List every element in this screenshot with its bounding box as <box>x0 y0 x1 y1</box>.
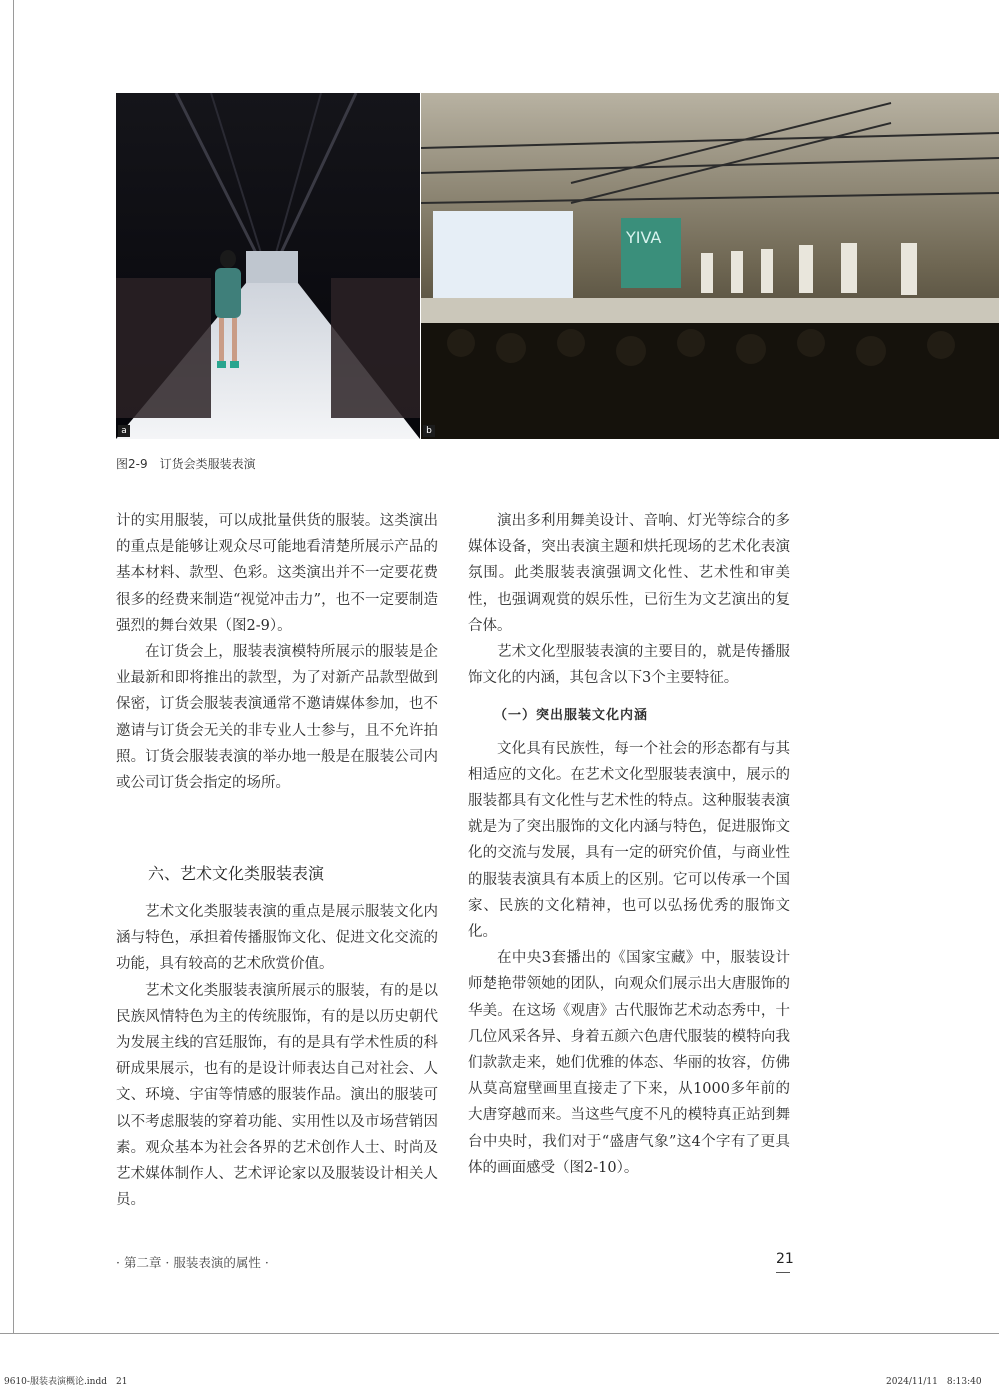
figure-caption: 图2-9 订货会类服装表演 <box>116 457 256 471</box>
running-footer: · 第二章 · 服装表演的属性 · <box>116 1255 269 1270</box>
paragraph: 计的实用服装，可以成批量供货的服装。这类演出的重点是能够让观众尽可能地看清楚所展示产品的基本材料、款型、色彩。这类演出并不一定要花费很多的经费来制造“视觉冲击力”，也不一定要制造强烈的舞台效果（图2-9）。 <box>116 513 438 634</box>
page-number: 21 <box>776 1251 794 1267</box>
paragraph: 艺术文化类服装表演的重点是展示服装文化内涵与特色，承担着传播服饰文化、促进文化交流的功能，具有较高的艺术欣赏价值。 <box>116 904 438 973</box>
trim-line-horizontal <box>0 1333 999 1334</box>
left-column-bottom <box>116 899 438 1213</box>
stage-photo-b <box>421 93 999 439</box>
paragraph: 演出多利用舞美设计、音响、灯光等综合的多媒体设备，突出表演主题和烘托现场的艺术化表演氛围。此类服装表演强调文化性、艺术性和审美性，也强调观赏的娱乐性，已衍生为文艺演出的复合体。 <box>468 513 790 634</box>
paragraph: 在订货会上，服装表演模特所展示的服装是企业最新和即将推出的款型，为了对新产品款型做到保密，订货会服装表演通常不邀请媒体参加，也不邀请与订货会无关的非专业人士参与，且不允许拍照。订货会服装表演的举办地一般是在服装公司内或公司订货会指定的场所。 <box>116 644 438 792</box>
subheading: （一）突出服装文化内涵 <box>494 708 649 724</box>
stage-scene-illustration <box>421 93 999 439</box>
paragraph: 艺术文化类服装表演所展示的服装，有的是以民族风情特色为主的传统服饰，有的是以历史朝代为发展主线的宫廷服饰，有的是具有学术性质的科研成果展示，也有的是设计师表达自己对社会、人文、环境、宇宙等情感的服装作品。演出的服装可以不考虑服装的穿着功能、实用性以及市场营销因素。观众基本为社会各界的艺术创作人士、时尚及艺术媒体制作人、艺术评论家以及服装设计相关人员。 <box>116 982 438 1209</box>
print-slug-timestamp: 2024/11/11 8:13:40 <box>886 1377 982 1387</box>
photo-label-a: a <box>118 425 130 437</box>
photo-label-b: b <box>423 425 435 437</box>
left-column-top <box>116 508 438 796</box>
paragraph: 在中央3套播出的《国家宝藏》中，服装设计师楚艳带领她的团队，向观众们展示出大唐服饰的华美。在这场《观唐》古代服饰艺术动态秀中，十几位风采各异、身着五颜六色唐代服装的模特向我们款款走来，她们优雅的体态、华丽的妆容，仿佛从莫高窟壁画里直接走了下来，从1000多年前的大唐穿越而来。当这些气度不凡的模特真正站到舞台中央时，我们对于“盛唐气象”这4个字有了更具体的画面感受（图2-10）。 <box>468 950 790 1176</box>
paragraph: 艺术文化型服装表演的主要目的，就是传播服饰文化的内涵，其包含以下3个主要特征。 <box>468 644 790 687</box>
runway-photo-a <box>116 93 420 439</box>
paragraph: 文化具有民族性，每一个社会的形态都有与其相适应的文化。在艺术文化型服装表演中，展示的服装都具有文化性与艺术性的特点。这种服装表演就是为了突出服饰的文化内涵与特色，促进服饰文化的交流与发展，具有一定的研究价值，与商业性的服装表演具有本质上的区别。它可以传承一个国家、民族的文化精神，也可以弘扬优秀的服饰文化。 <box>468 740 790 941</box>
print-slug-file: 9610-服装表演概论.indd 21 <box>4 1377 128 1387</box>
stage-screen-text: YIVA <box>626 228 662 247</box>
trim-line-vertical <box>13 0 14 1333</box>
page-number-underline <box>776 1272 790 1273</box>
section-heading: 六、艺术文化类服装表演 <box>148 864 325 883</box>
trim-mark <box>0 1333 13 1334</box>
runway-scene-illustration <box>116 93 420 439</box>
right-column <box>468 508 790 1181</box>
